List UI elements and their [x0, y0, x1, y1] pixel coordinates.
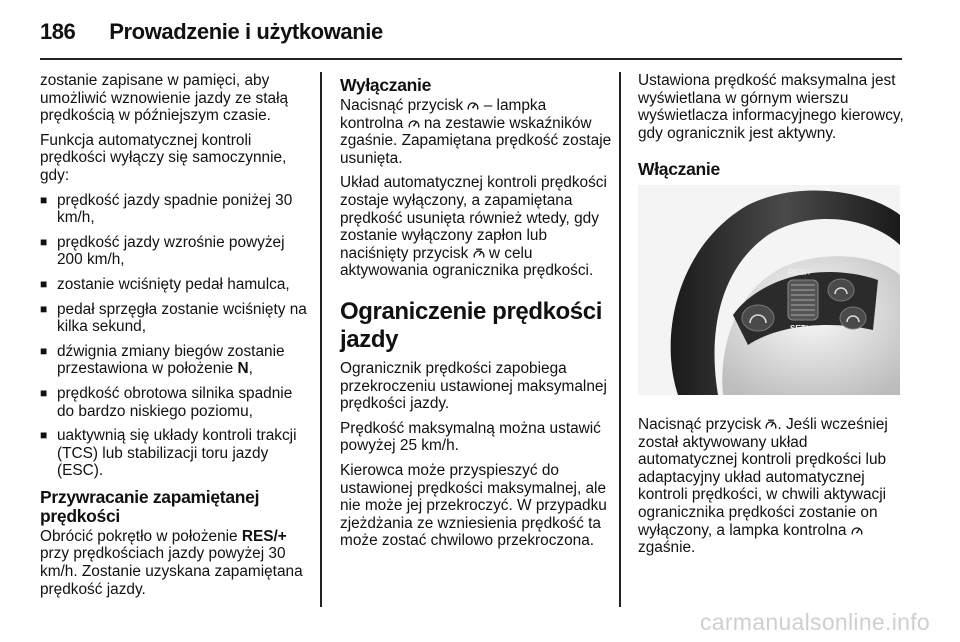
list-item: ■ zostanie wciśnięty pedał hamulca,	[40, 276, 312, 294]
speed-limiter-icon	[473, 248, 485, 259]
deactivation-conditions-list	[40, 192, 312, 480]
page-number: 186	[40, 19, 76, 44]
paragraph: Kierowca może przyspieszyć do ustawionej prędkości maksymalnej, ale nie może jej przekroczyć. W przypadku zjeżdżania ze wzniesienia prędkość ta może zostać chwilowo przekroczona.	[340, 461, 607, 550]
text-run: na zestawie wskaźników zgaśnie. Zapamiętana prędkość zostaje usunięta.	[340, 114, 612, 167]
paragraph	[638, 416, 910, 557]
paragraph: Ustawiona prędkość maksymalna jest wyświetlana w górnym wierszu wyświetlacza informacyjnego kierowcy, gdy ogranicznik jest aktywny.	[638, 72, 904, 142]
res-label: RES/+	[241, 527, 287, 545]
set-label: SET/-	[790, 324, 811, 334]
section-heading: Przywracanie zapamiętanej prędkości	[40, 486, 260, 526]
header-rule	[40, 58, 902, 60]
list-item	[40, 343, 312, 378]
text-run: – lampka kontrolna	[340, 97, 547, 132]
page-header	[40, 14, 383, 50]
text-run: Nacisnąć przycisk	[340, 97, 468, 114]
section-heading-large: Ograniczenie prędkości jazdy	[340, 297, 602, 353]
cancel-button	[828, 279, 854, 301]
paragraph: Prędkość maksymalną można ustawić powyżej 25 km/h.	[340, 419, 601, 455]
text-run: przy prędkościach jazdy powyżej 30 km/h. Zostanie uzyskana zapamiętana prędkość jazdy.	[40, 545, 303, 598]
list-item: ■ prędkość jazdy wzrośnie powyżej 200 km/h,	[40, 234, 312, 269]
text-run: Obrócić pokrętło w położenie	[40, 527, 242, 545]
text-run: . Jeśli wcześniej został aktywowany układ automatycznej kontroli prędkości lub adaptacyjny układ automatycznej kontroli prędkości, w chwili aktywacji ogranicznika prędkości zostanie on wyłączony, a lampka kontrolna	[638, 415, 888, 539]
cruise-control-button	[742, 305, 774, 331]
column-divider	[320, 72, 322, 607]
steering-wheel-figure	[638, 185, 900, 395]
list-item: ■ prędkość obrotowa silnika spadnie do bardzo niskiego poziomu,	[40, 385, 312, 420]
list-item: ■ pedał sprzęgła zostanie wciśnięty na kilka sekund,	[40, 301, 312, 336]
text-run: w celu aktywowania ogranicznika prędkości.	[340, 244, 594, 280]
paragraph: zostanie zapisane w pamięci, aby umożliwić wznowienie jazdy ze stałą prędkością w późniejszym czasie.	[40, 72, 289, 125]
chapter-title: Prowadzenie i użytkowanie	[109, 19, 383, 44]
section-heading: Włączanie	[638, 159, 720, 180]
list-item: ■ uaktywnią się układy kontroli trakcji (TCS) lub stabilizacji toru jazdy (ESC).	[40, 427, 312, 480]
watermark: carmanualsonline.info	[699, 609, 930, 635]
paragraph: Ogranicznik prędkości zapobiega przekroczeniu ustawionej maksymalnej prędkości jazdy.	[340, 359, 607, 413]
res-label: RES/+	[788, 268, 812, 278]
gear-position-n: N	[237, 360, 249, 378]
text-run: zgaśnie.	[638, 539, 696, 557]
speed-limiter-icon	[765, 419, 777, 430]
cruise-control-icon	[467, 100, 479, 111]
cruise-control-icon	[408, 118, 420, 129]
column-divider	[619, 72, 621, 607]
section-heading: Wyłączanie	[340, 75, 432, 95]
thumbwheel-ridges	[791, 285, 815, 315]
speed-limiter-button	[840, 307, 866, 329]
column-right	[638, 72, 910, 564]
cruise-control-icon	[851, 525, 863, 536]
list-item: ■ prędkość jazdy spadnie poniżej 30 km/h,	[40, 192, 312, 227]
paragraph	[40, 528, 312, 598]
paragraph: Funkcja automatycznej kontroli prędkości wyłączy się samoczynnie, gdy:	[40, 131, 287, 184]
text-run: Układ automatycznej kontroli prędkości zostaje wyłączony, a zapamiętana prędkość usunięta również wtedy, gdy zostanie wyłączony zapłon lub naciśnięty przycisk	[340, 174, 607, 262]
paragraph	[340, 174, 612, 280]
list-item-suffix: ,	[248, 360, 253, 378]
text-run: Nacisnąć przycisk	[638, 415, 766, 433]
column-left	[40, 72, 312, 605]
column-middle	[340, 72, 612, 557]
paragraph	[340, 97, 612, 167]
list-item-text: dźwignia zmiany biegów zostanie przestawiona w położenie	[57, 342, 285, 378]
